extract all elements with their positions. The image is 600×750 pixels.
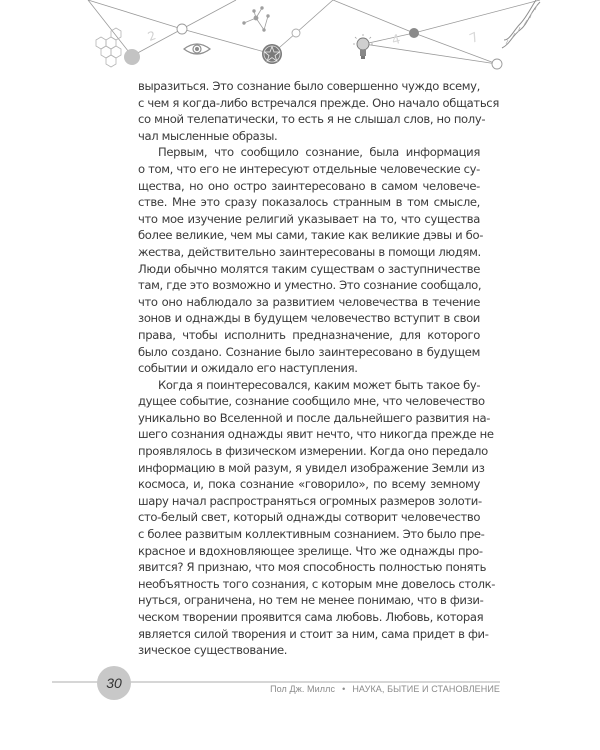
header-decoration — [0, 0, 600, 75]
lightbulb-icon — [353, 34, 373, 59]
text-line: о том, что его не интересуют отдельные человеческие су- — [138, 161, 480, 176]
author-name: Пол Дж. Миллс — [270, 684, 336, 694]
text-line: было создано. Сознание было заинтересовано в будущем — [138, 344, 480, 359]
running-footer — [270, 684, 500, 694]
text-line: Люди обычно молятся таким существам о заступничестве — [138, 261, 480, 276]
eye-icon — [184, 44, 210, 54]
molecule-icon — [243, 7, 270, 32]
text-line: событии и ожидало его наступления. — [138, 361, 358, 376]
text-line: уникально во Вселенной и после дальнейшего развития на- — [138, 410, 491, 425]
text-line: там, где это возможно и уместно. Это сознание сообщало, — [138, 278, 482, 293]
text-line: нуться, ограничена, но тем не менее понимаю, что в физи- — [138, 593, 484, 608]
text-line: Первым, что сообщило сознание, была информация — [158, 145, 480, 160]
text-line: с более развитым коллективным сознанием. Это было пре- — [138, 527, 485, 542]
text-line: дущее событие, сознание сообщило мне, что человечество — [138, 394, 485, 409]
text-line: информацию в мой разум, я увидел изображение Земли из — [138, 460, 485, 475]
svg-text:4: 4 — [390, 32, 403, 49]
text-line: ческом творении проявится сама любовь. Любовь, которая — [138, 610, 484, 624]
text-line: более великие, чем мы сами, такие как великие дэвы и бо- — [138, 228, 484, 243]
hexagons-icon — [96, 28, 121, 67]
node-filled-light — [124, 49, 140, 65]
text-line: зическое существование. — [138, 643, 288, 658]
text-line: шару начал распространяться огромных размеров золоти- — [138, 493, 482, 508]
text-line: является силой творения и стоит за ним, сама придет в фи- — [138, 626, 489, 641]
node-filled-dark — [409, 28, 419, 38]
text-line: жества, действительно заинтересованы в помощи людям. — [138, 244, 481, 259]
text-line: что оно наблюдало за развитием человечества в течение — [138, 294, 480, 309]
text-line: явится? Я признаю, что моя способность полностью понять — [138, 560, 487, 575]
separator-bullet: • — [342, 684, 346, 694]
dna-icon — [502, 0, 540, 48]
book-title: НАУКА, БЫТИЕ И СТАНОВЛЕНИЕ — [352, 684, 500, 694]
text-line: права, чтобы исполнить предназначение, для которого — [138, 327, 480, 342]
text-line: космоса, и, пока сознание «говорило», по всему земному — [138, 477, 480, 492]
text-line: что мое изучение религий указывает на то, что существа — [138, 211, 480, 226]
text-line: шего сознания однажды явит нечто, что никогда прежде не — [138, 427, 494, 442]
page-number-label: 30 — [106, 675, 122, 691]
text-line: зонов и однажды в будущем человечество вступит в свои — [138, 311, 480, 326]
text-line: красное и вдохновляющее зрелище. Что же однажды про- — [138, 543, 483, 558]
pentagram-icon — [262, 44, 282, 64]
text-line: необъятность того сознания, с которым мне довелось столк- — [138, 576, 496, 591]
text-line: чал мысленные образы. — [138, 128, 278, 143]
svg-text:7: 7 — [467, 29, 482, 47]
text-line: сто-белый свет, который однажды сотворит человечество — [138, 510, 481, 525]
text-line: с чем я когда-либо встречался прежде. Оно начало общаться — [138, 95, 499, 110]
svg-text:2: 2 — [145, 28, 158, 44]
text-line: щества, но оно остро заинтересовано в самом человече- — [138, 178, 480, 193]
text-line: стве. Мне это сразу показалось странным в том смысле, — [138, 195, 480, 210]
page-number — [97, 666, 131, 700]
node-open — [292, 29, 300, 37]
node-open — [177, 24, 187, 34]
text-line: выразиться. Это сознание было совершенно чуждо всему, — [138, 79, 480, 93]
text-line: Когда я поинтересовался, каким может быть такое бу- — [158, 377, 481, 392]
node-open — [492, 59, 502, 69]
text-line: со мной телепатически, то есть я не слышал слов, но полу- — [138, 112, 486, 127]
body-text — [138, 78, 499, 659]
text-line: проявлялось в физическом измерении. Когда оно передало — [138, 444, 488, 459]
